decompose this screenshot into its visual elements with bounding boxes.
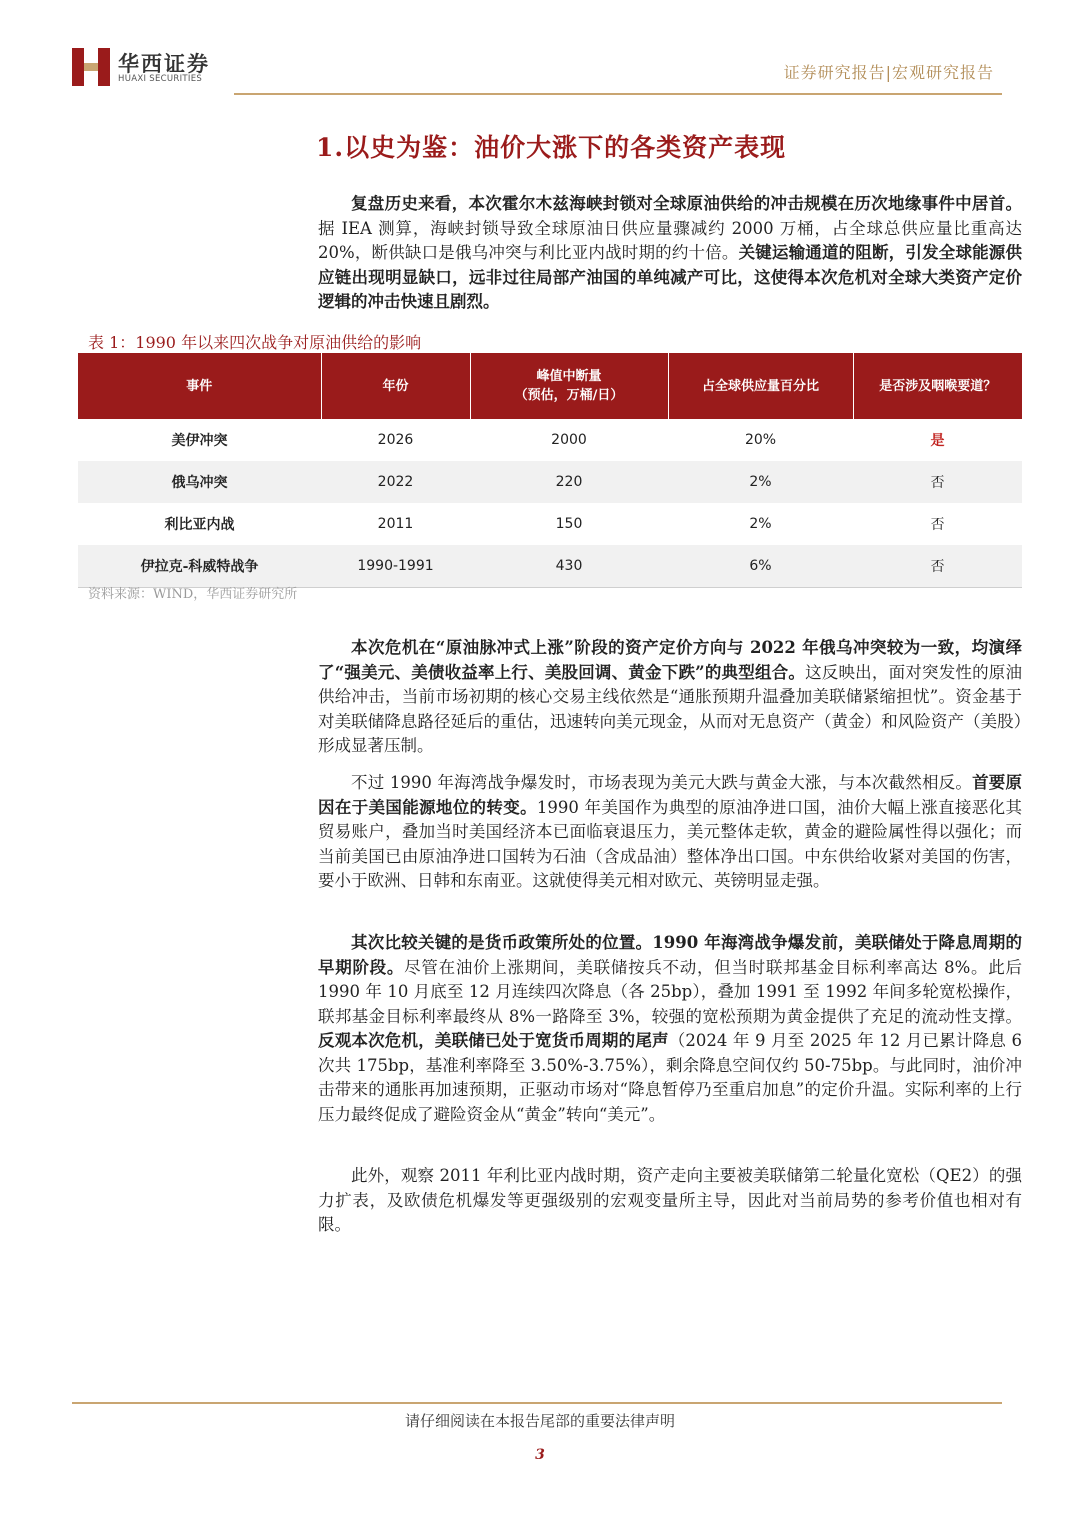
table-caption: 表 1：1990 年以来四次战争对原油供给的影响 bbox=[88, 333, 422, 352]
p2-text-a: 不过 1990 年海湾战争爆发时，市场表现为美元大跌与黄金大涨，与本次截然相反。 bbox=[351, 773, 973, 792]
cell-year: 2026 bbox=[377, 432, 414, 448]
p3-bold-a: 其次比较关键的是货币政策所处的位置。1990 年海湾战争爆发前，美联储处于降息周期的早期阶段。 bbox=[318, 933, 1022, 977]
p3-text-b: 尽管在油价上涨期间，美联储按兵不动，但当时联邦基金目标利率高达 8%。此后 1990 年 10 月底至 12 月连续四次降息（各 25bp），叠加 1991 至 1992 年间多轮宽松操作，联邦基金目标利率最终从 8%一路降至 3%，较强的宽松预期为黄金提供了充足的流动性支撑。 bbox=[318, 957, 1023, 1026]
company-logo bbox=[72, 46, 222, 90]
cell-hormuz: 是 bbox=[930, 433, 945, 449]
cell-event: 俄乌冲突 bbox=[78, 461, 321, 503]
p3-bold-c: 反观本次危机，美联储已处于宽货币周期的尾声 bbox=[318, 1031, 669, 1050]
cell-event: 利比亚内战 bbox=[164, 517, 235, 533]
p2-text-c: 1990 年美国作为典型的原油净进口国，油价大幅上涨直接恶化其贸易账户，叠加当时美国经济本已面临衰退压力，美元整体走软，黄金的避险属性得以强化；而当前美国已由原油净进口国转为石油（含成品油）整体净出口国。中东供给收紧对美国的伤害，要小于欧洲、日韩和东南亚。这就使得美元相对欧元、英镑明显走强。 bbox=[318, 797, 1022, 890]
cell-year: 2022 bbox=[321, 461, 470, 503]
logo-name-en: HUAXI SECURITIES bbox=[118, 74, 203, 84]
page-number: 3 bbox=[535, 1447, 545, 1463]
cell-year: 2011 bbox=[377, 516, 414, 532]
footer-divider bbox=[72, 1402, 1002, 1404]
p2-bold-b: 首要原因在于美国能源地位的转变。 bbox=[318, 773, 1022, 817]
body-paragraph-2 bbox=[318, 771, 1022, 894]
cell-hormuz: 否 bbox=[853, 545, 1022, 588]
table-source: 资料来源：WIND，华西证券研究所 bbox=[88, 587, 298, 602]
cell-year: 1990-1991 bbox=[321, 545, 470, 588]
cell-share: 6% bbox=[668, 545, 853, 588]
header-hormuz: 是否涉及咽喉要道？ bbox=[853, 353, 1022, 419]
cell-event: 美伊冲突 bbox=[171, 433, 228, 449]
cell-peak: 220 bbox=[470, 461, 668, 503]
header-peak bbox=[470, 353, 668, 419]
huaxi-logo-icon bbox=[72, 48, 110, 86]
table-row bbox=[78, 503, 1022, 545]
table-row bbox=[78, 461, 1022, 503]
cell-peak: 430 bbox=[470, 545, 668, 588]
body-paragraph-1 bbox=[318, 636, 1022, 759]
intro-bold-a: 复盘历史来看，本次霍尔木兹海峡封锁对全球原油供给的冲击规模在历次地缘事件中居首。 bbox=[351, 194, 1022, 213]
header-peak-line1: 峰值中断量 bbox=[536, 369, 602, 384]
report-type-label: 证券研究报告|宏观研究报告 bbox=[783, 63, 994, 82]
p1-bold-a: 本次危机在“原油脉冲式上涨”阶段的资产定价方向与 2022 年俄乌冲突较为一致，均演绎了“强美元、美债收益率上行、美股回调、黄金下跌”的典型组合。 bbox=[318, 638, 1022, 682]
cell-peak: 150 bbox=[555, 516, 583, 532]
cell-hormuz: 否 bbox=[853, 461, 1022, 503]
table-row bbox=[78, 419, 1022, 461]
header-year: 年份 bbox=[321, 353, 470, 419]
header-event: 事件 bbox=[78, 353, 321, 419]
table-row bbox=[78, 545, 1022, 588]
cell-event: 伊拉克-科威特战争 bbox=[78, 545, 321, 588]
logo-name-cn: 华西证券 bbox=[118, 52, 210, 76]
intro-text-b: 据 IEA 测算，海峡封锁导致全球原油日供应量骤减约 2000 万桶，占全球总供应量比重高达 20%，断供缺口是俄乌冲突与利比亚内战时期的约十倍。 bbox=[318, 218, 1022, 262]
intro-bold-c: 关键运输通道的阻断，引发全球能源供应链出现明显缺口，远非过往局部产油国的单纯减产可比，这使得本次危机对全球大类资产定价逻辑的冲击快速且剧烈。 bbox=[318, 243, 1022, 311]
section-title: 1.以史为鉴：油价大涨下的各类资产表现 bbox=[316, 133, 787, 162]
cell-share: 2% bbox=[749, 516, 772, 532]
header-peak-line2: （预估，万桶/日） bbox=[514, 388, 624, 403]
oil-supply-table bbox=[78, 353, 1022, 588]
p4-text-a: 此外，观察 2011 年利比亚内战时期，资产走向主要被美联储第二轮量化宽松（QE2）的强力扩表，及欧债危机爆发等更强级别的宏观变量所主导，因此对当前局势的参考价值也相对有限。 bbox=[318, 1166, 1022, 1234]
intro-paragraph bbox=[318, 192, 1022, 315]
cell-share: 20% bbox=[744, 432, 777, 448]
cell-share: 2% bbox=[668, 461, 853, 503]
cell-peak: 2000 bbox=[551, 432, 587, 448]
header-share: 占全球供应量百分比 bbox=[668, 353, 853, 419]
header-divider bbox=[234, 93, 1002, 95]
p3-text-d: （2024 年 9 月至 2025 年 12 月已累计降息 6 次共 175bp，基准利率降至 3.50%-3.75%），剩余降息空间仅约 50-75bp。与此同时，油价冲击带来的通胀再加速预期，正驱动市场对“降息暂停乃至重启加息”的定价升温。实际利率的上行压力最终促成了避险资金从“黄金”转向“美元”。 bbox=[318, 1031, 1022, 1124]
table-header-row bbox=[78, 353, 1022, 419]
legal-notice: 请仔细阅读在本报告尾部的重要法律声明 bbox=[404, 1412, 675, 1430]
body-paragraph-4 bbox=[318, 1164, 1022, 1238]
cell-hormuz: 否 bbox=[930, 517, 945, 533]
p1-text-b: 这反映出，面对突发性的原油供给冲击，当前市场初期的核心交易主线依然是“通胀预期升温叠加美联储紧缩担忧”。资金基于对美联储降息路径延后的重估，迅速转向美元现金，从而对无息资产（黄金）和风险资产（美股）形成显著压制。 bbox=[318, 662, 1023, 755]
body-paragraph-3 bbox=[318, 931, 1022, 1127]
